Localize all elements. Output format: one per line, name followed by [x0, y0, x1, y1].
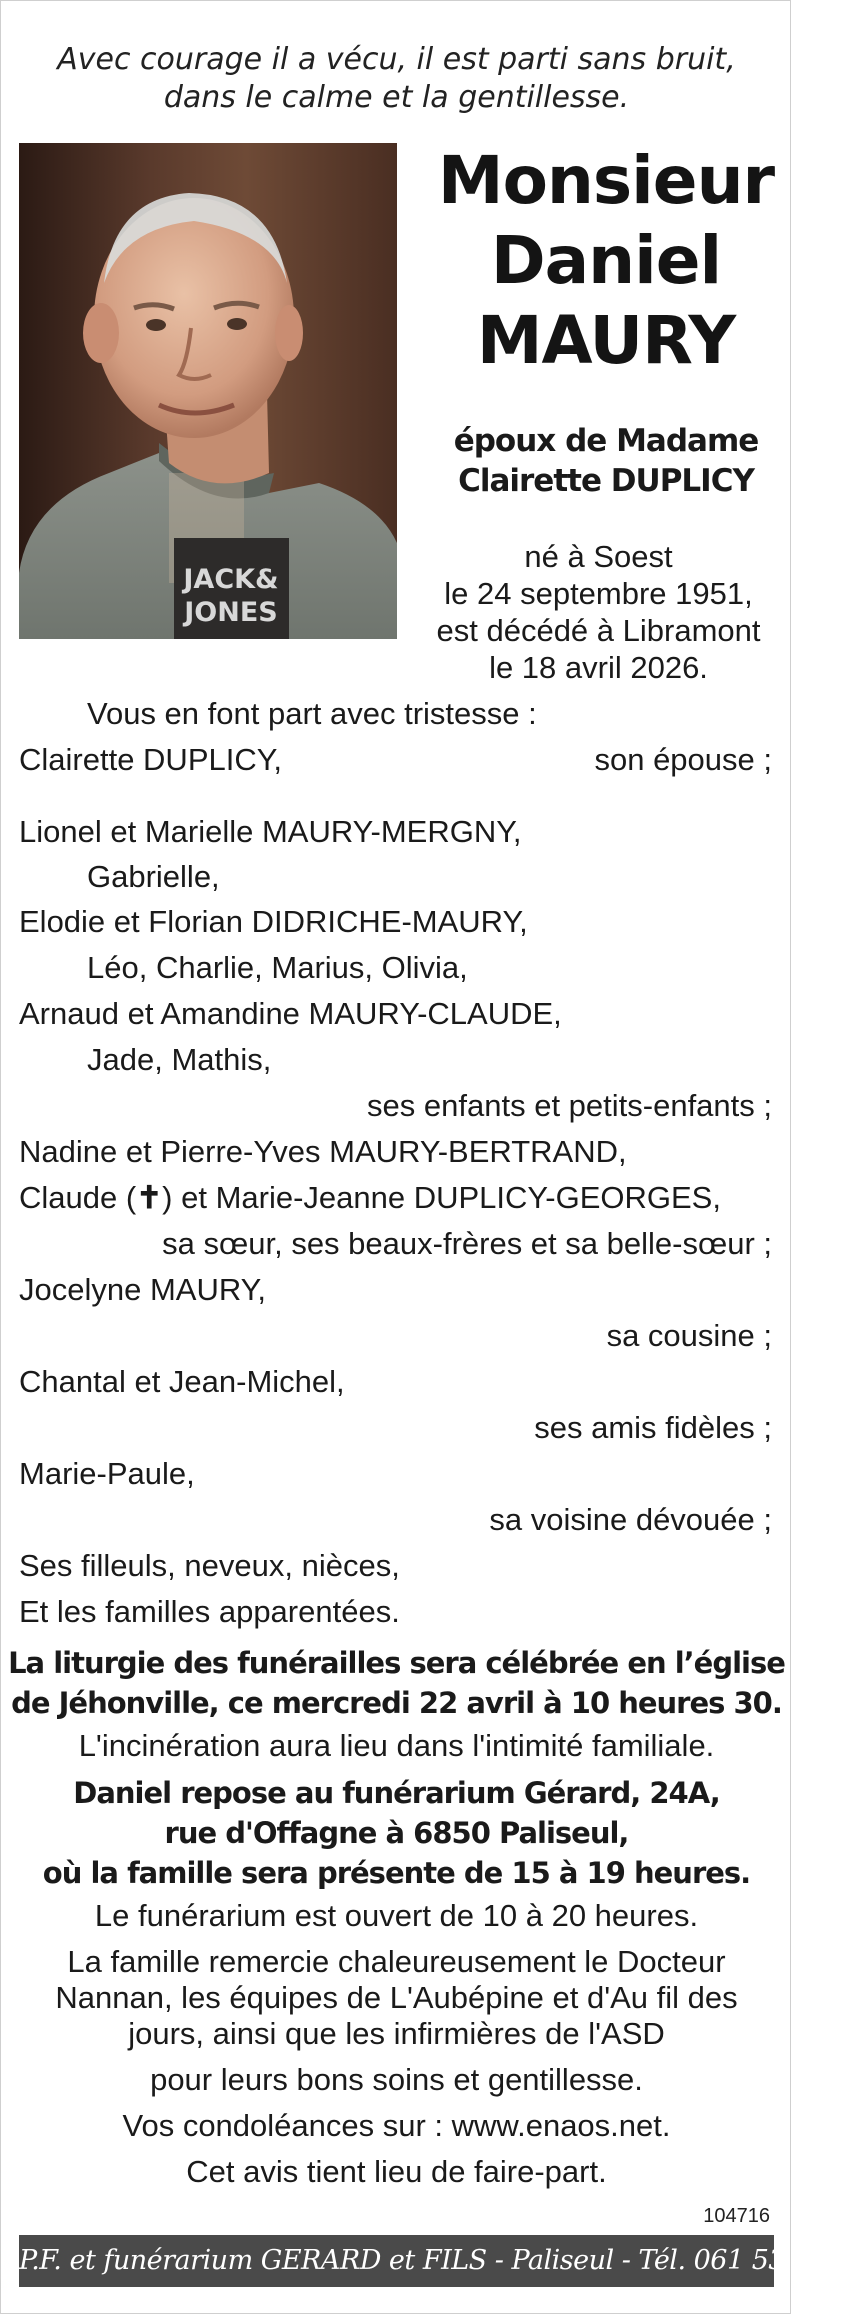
grandchildren: Gabrielle,	[87, 859, 220, 894]
death-line: le 18 avril 2026.	[489, 650, 708, 685]
deceased-name	[421, 141, 791, 381]
birth-death-info	[406, 538, 791, 686]
grandchildren: Jade, Mathis,	[87, 1042, 272, 1077]
sibling	[19, 1175, 721, 1220]
liturgy-info: La liturgie des funérailles sera célébrée en l’église	[8, 1646, 785, 1680]
resting-info: rue d'Offagne à 6850 Paliseul,	[164, 1816, 629, 1850]
portrait-photo	[19, 143, 397, 639]
honorific: Monsieur	[437, 142, 775, 219]
spouse-info	[421, 421, 791, 501]
thanks-text: jours, ainsi que les infirmières de l'ASD	[128, 2016, 665, 2051]
opening-quote	[1, 41, 792, 117]
friends-role: ses amis fidèles ;	[534, 1410, 772, 1445]
child-family: Elodie et Florian DIDRICHE-MAURY,	[19, 904, 528, 939]
sibling-name: Claude (	[19, 1180, 137, 1215]
children-role: ses enfants et petits-enfants ;	[367, 1088, 772, 1123]
thanks-text: Nannan, les équipes de L'Aubépine et d'Au fil des	[55, 1980, 738, 2015]
child-family: Arnaud et Amandine MAURY-CLAUDE,	[19, 996, 562, 1031]
sibling: Nadine et Pierre-Yves MAURY-BERTRAND,	[19, 1134, 627, 1169]
last-name: MAURY	[476, 302, 736, 379]
child-family: Lionel et Marielle MAURY-MERGNY,	[19, 814, 522, 849]
quote-line: dans le calme et la gentillesse.	[163, 80, 630, 115]
spouse-line: Clairette DUPLICY	[458, 463, 754, 499]
cousin-name: Jocelyne MAURY,	[19, 1272, 266, 1307]
friends-name: Chantal et Jean-Michel,	[19, 1364, 345, 1399]
sibling-name: ) et Marie-Jeanne DUPLICY-GEORGES,	[162, 1180, 721, 1215]
siblings-role: sa sœur, ses beaux-frères et sa belle-sœur ;	[162, 1226, 772, 1261]
other-relatives: Ses filleuls, neveux, nièces,	[19, 1548, 400, 1583]
neighbor-name: Marie-Paule,	[19, 1456, 195, 1491]
spouse-line: époux de Madame	[453, 423, 759, 459]
shirt-logo-text: JONES	[184, 597, 278, 628]
announcement: Vous en font part avec tristesse :	[87, 696, 537, 731]
wife-role: son épouse ;	[594, 742, 772, 777]
other-relatives: Et les familles apparentées.	[19, 1594, 400, 1629]
condolences-website: Vos condoléances sur : www.enaos.net.	[122, 2108, 671, 2143]
resting-info: Daniel repose au funérarium Gérard, 24A,	[73, 1776, 720, 1810]
shirt-logo-text: JACK&	[183, 564, 279, 595]
resting-info: où la famille sera présente de 15 à 19 heures.	[42, 1856, 751, 1890]
first-name: Daniel	[490, 222, 722, 299]
opening-hours: Le funérarium est ouvert de 10 à 20 heures.	[94, 1898, 699, 1933]
birth-line: le 24 septembre 1951,	[444, 576, 753, 611]
birth-line: né à Soest	[524, 539, 673, 574]
portrait-illustration	[19, 143, 397, 639]
neighbor-role: sa voisine dévouée ;	[489, 1502, 772, 1537]
thanks-text: pour leurs bons soins et gentillesse.	[150, 2062, 643, 2097]
cremation-info: L'incinération aura lieu dans l'intimité familiale.	[78, 1728, 715, 1763]
reference-number: 104716	[703, 2205, 770, 2227]
funeral-home-banner: P.F. et funérarium GERARD et FILS - Paliseul - Tél. 061 53 32 84	[19, 2235, 774, 2287]
notice-statement: Cet avis tient lieu de faire-part.	[186, 2154, 607, 2189]
cross-icon: ✝	[136, 1180, 163, 1215]
wife-name: Clairette DUPLICY,	[19, 742, 283, 777]
grandchildren: Léo, Charlie, Marius, Olivia,	[87, 950, 468, 985]
liturgy-info: de Jéhonville, ce mercredi 22 avril à 10 heures 30.	[11, 1686, 782, 1720]
thanks-text: La famille remercie chaleureusement le Docteur	[67, 1944, 726, 1979]
quote-line: Avec courage il a vécu, il est parti sans bruit,	[57, 42, 736, 77]
cousin-role: sa cousine ;	[606, 1318, 772, 1353]
death-line: est décédé à Libramont	[436, 613, 761, 648]
